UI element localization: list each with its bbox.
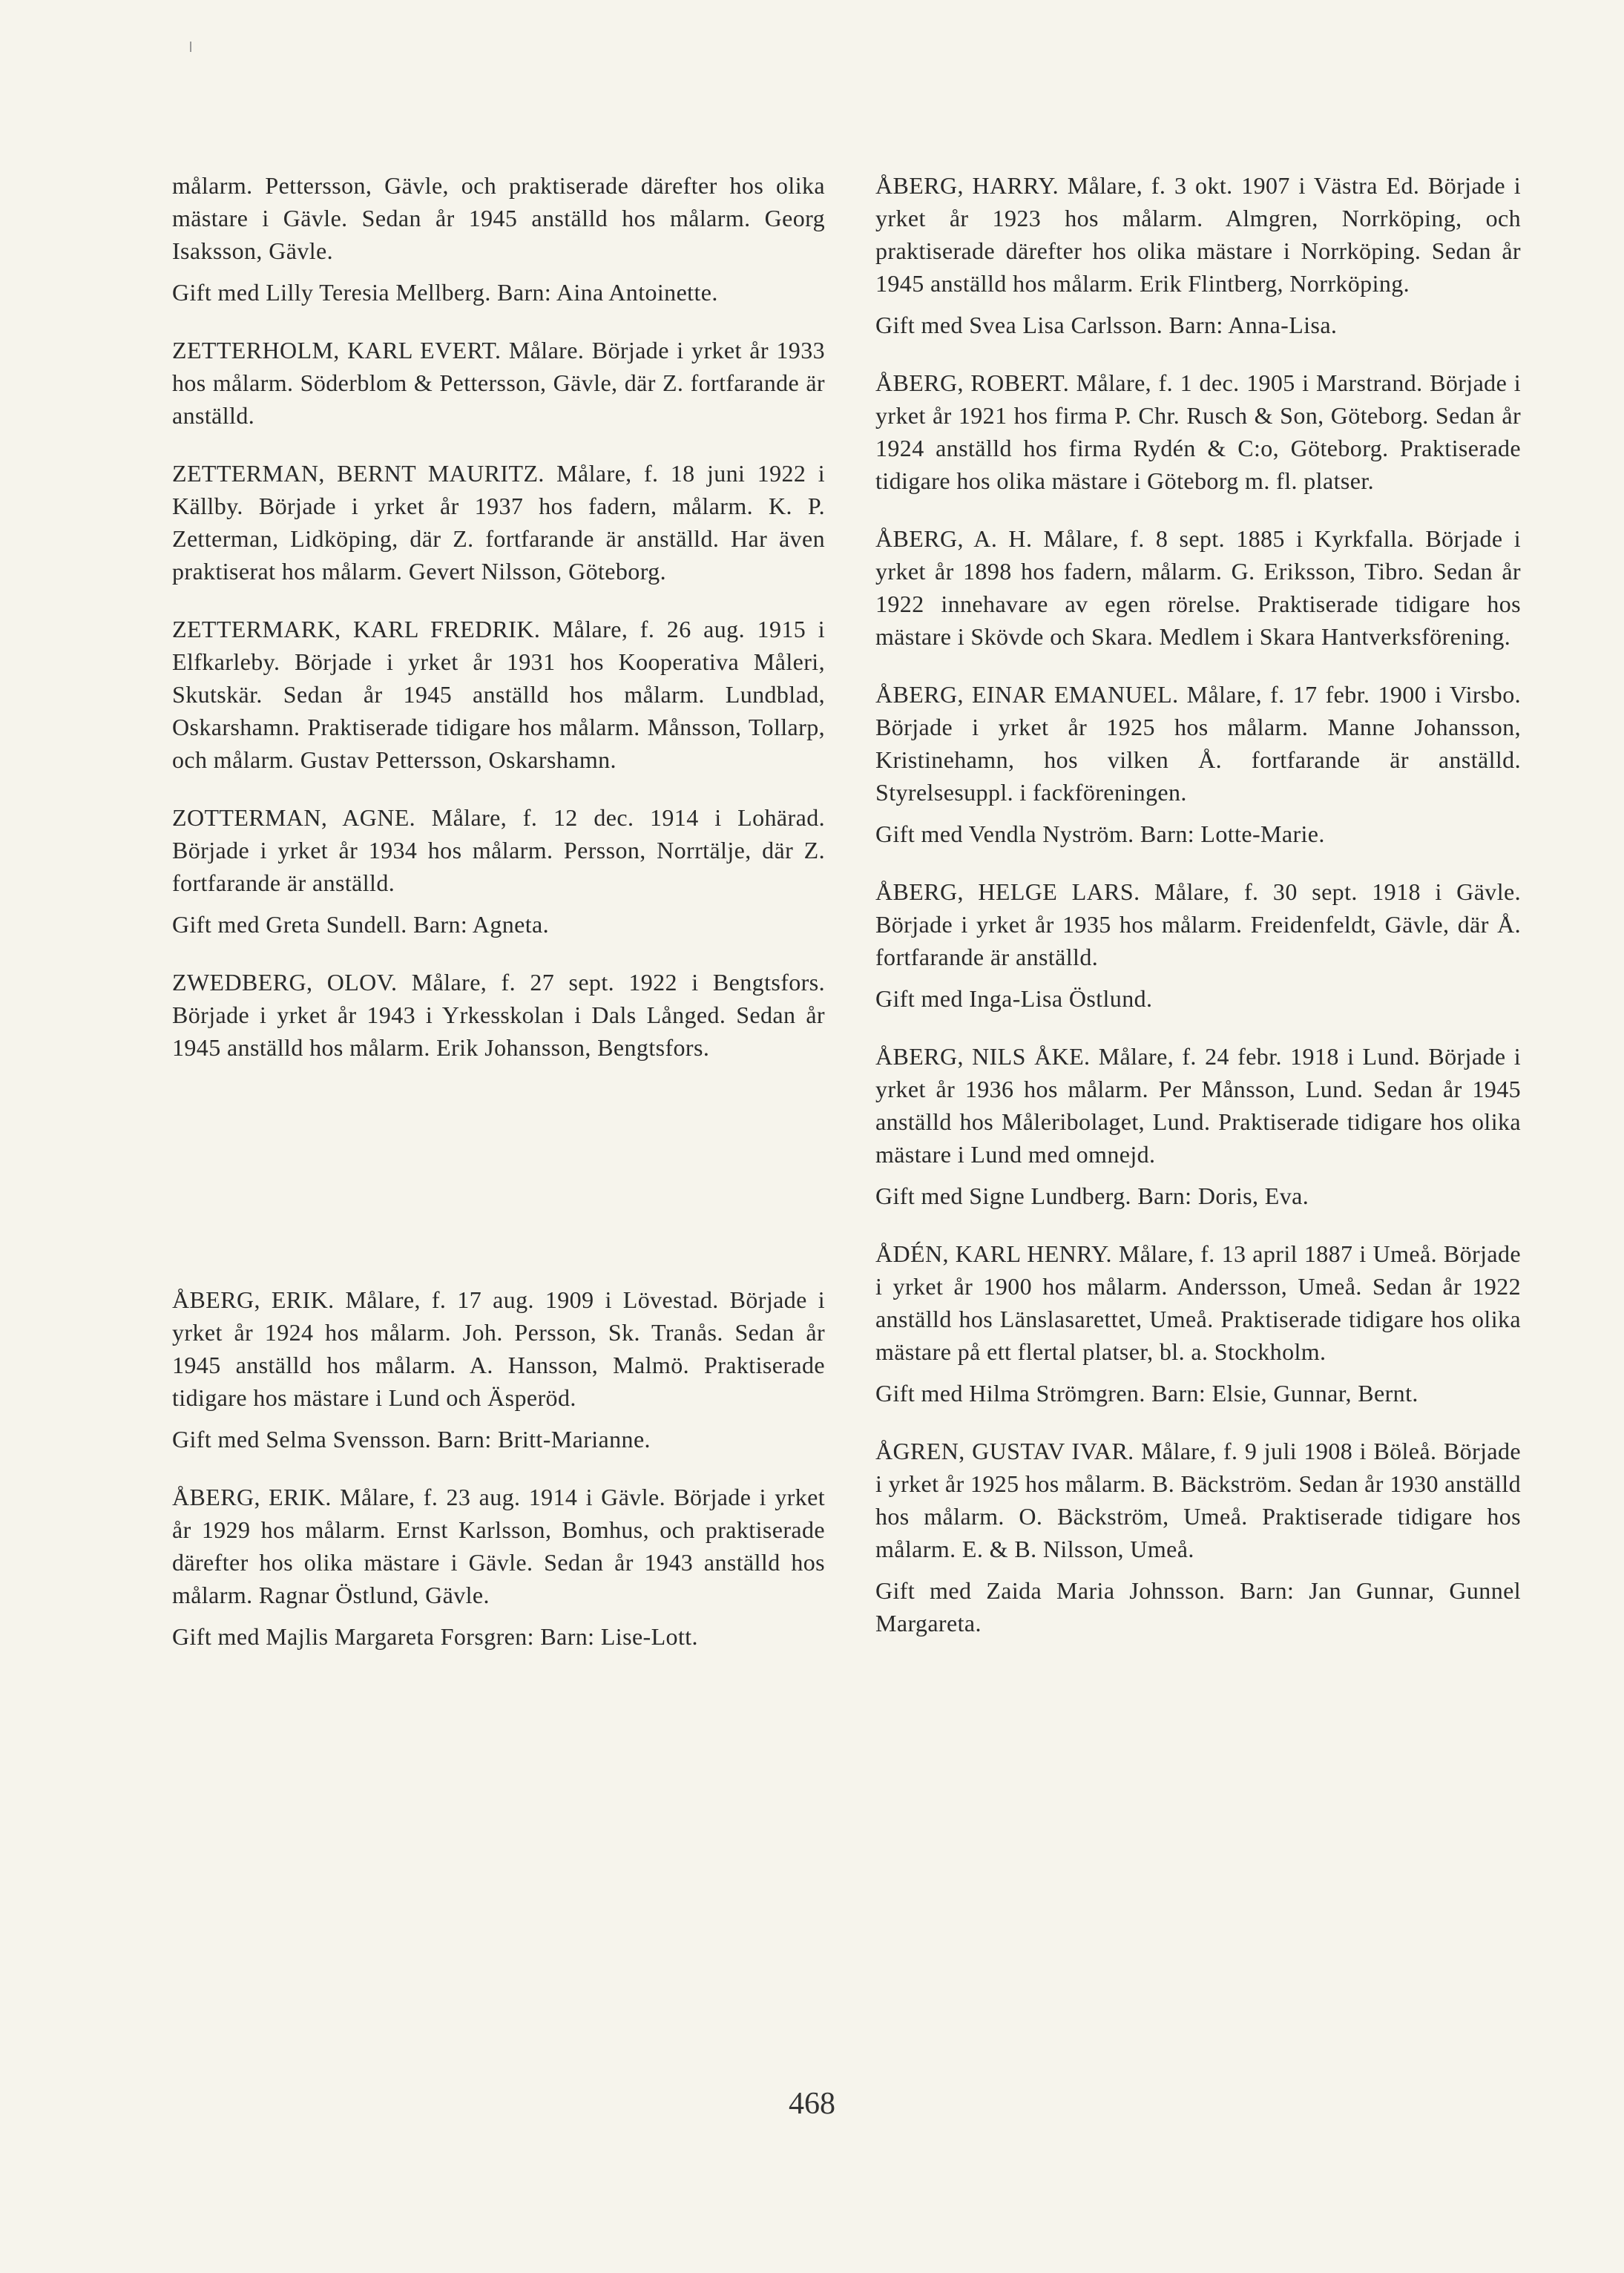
entry-family: Gift med Signe Lundberg. Barn: Doris, Eva. xyxy=(875,1182,1309,1209)
biography-entry xyxy=(172,334,825,432)
entry-text: ZETTERMAN, BERNT MAURITZ. Målare, f. 18 juni 1922 i Källby. Började i yrket år 1937 hos fadern, målarm. K. P. Zetterman, Lidköping, där Z. fortfarande är anställd. Har även praktiserat hos målarm. Gevert Nilsson, Göteborg. xyxy=(172,460,825,585)
biography-entry xyxy=(172,801,825,941)
entry-text: ÅBERG, HARRY. Målare, f. 3 okt. 1907 i Västra Ed. Började i yrket år 1923 hos målarm. Almgren, Norrköping, och praktiserade därefter hos olika mästare i Norrköping. Sedan år 1945 anställd hos målarm. Erik Flintberg, Norrköping. xyxy=(875,172,1521,297)
entry-family: Gift med Lilly Teresia Mellberg. Barn: Aina Antoinette. xyxy=(172,279,718,306)
biography-entry xyxy=(875,1040,1521,1212)
left-entries-bottom xyxy=(172,1283,825,1653)
left-column xyxy=(172,169,825,1678)
entry-text: ÅGREN, GUSTAV IVAR. Målare, f. 9 juli 1908 i Böleå. Började i yrket år 1925 hos målarm. B. Bäckström. Sedan år 1930 anställd hos målarm. O. Bäckström, Umeå. Praktiserade tidigare hos målarm. E. & B. Nilsson, Umeå. xyxy=(875,1438,1521,1562)
entry-text: ÅBERG, NILS ÅKE. Målare, f. 24 febr. 1918 i Lund. Började i yrket år 1936 hos målarm. Per Månsson, Lund. Sedan år 1945 anställd hos Måleribolaget, Lund. Praktiserade tidigare hos olika mästare i Lund med omnejd. xyxy=(875,1043,1521,1168)
entry-family: Gift med Greta Sundell. Barn: Agneta. xyxy=(172,911,550,938)
biography-entry xyxy=(172,1481,825,1653)
entry-text: ÅBERG, EINAR EMANUEL. Målare, f. 17 febr. 1900 i Virsbo. Började i yrket år 1925 hos målarm. Manne Johansson, Kristinehamn, hos vilken Å. fortfarande är anställd. Styrelsesuppl. i fackföreningen. xyxy=(875,681,1521,806)
entry-text: ZOTTERMAN, AGNE. Målare, f. 12 dec. 1914 i Lohärad. Började i yrket år 1934 hos målarm. Persson, Norrtälje, där Z. fortfarande är anställd. xyxy=(172,804,825,896)
biography-entry xyxy=(875,1435,1521,1639)
entry-family: Gift med Inga-Lisa Östlund. xyxy=(875,985,1153,1012)
page-number: 468 xyxy=(789,2087,835,2121)
entry-text: ÅBERG, A. H. Målare, f. 8 sept. 1885 i Kyrkfalla. Började i yrket år 1898 hos fadern, målarm. G. Eriksson, Tibro. Sedan år 1922 innehavare av egen rörelse. Praktiserade tidigare hos mästare i Skövde och Skara. Medlem i Skara Hantverksförening. xyxy=(875,525,1521,650)
entry-family: Gift med Hilma Strömgren. Barn: Elsie, Gunnar, Bernt. xyxy=(875,1380,1418,1407)
entry-text: ÅBERG, ERIK. Målare, f. 17 aug. 1909 i Lövestad. Började i yrket år 1924 hos målarm. Joh. Persson, Sk. Tranås. Sedan år 1945 anställd hos målarm. A. Hansson, Malmö. Praktiserade tidigare hos mästare i Lund och Äsperöd. xyxy=(172,1286,825,1411)
entry-text: ZETTERMARK, KARL FREDRIK. Målare, f. 26 aug. 1915 i Elfkarleby. Började i yrket år 1931 hos Kooperativa Måleri, Skutskär. Sedan år 1945 anställd hos målarm. Lundblad, Oskarshamn. Praktiserade tidigare hos målarm. Månsson, Tollarp, och målarm. Gustav Pettersson, Oskarshamn. xyxy=(172,616,825,773)
biography-entry xyxy=(172,169,825,309)
entry-text: ZWEDBERG, OLOV. Målare, f. 27 sept. 1922 i Bengtsfors. Började i yrket år 1943 i Yrkesskolan i Dals Långed. Sedan år 1945 anställd hos målarm. Erik Johansson, Bengtsfors. xyxy=(172,969,825,1061)
biography-entry xyxy=(875,522,1521,653)
left-entries-top xyxy=(172,169,825,1064)
biography-entry xyxy=(875,678,1521,850)
entry-text: ÅBERG, ROBERT. Målare, f. 1 dec. 1905 i Marstrand. Började i yrket år 1921 hos firma P. Chr. Rusch & Son, Göteborg. Sedan år 1924 anställd hos firma Rydén & C:o, Göteborg. Praktiserade tidigare hos olika mästare i Göteborg m. fl. platser. xyxy=(875,369,1521,494)
entry-text: ZETTERHOLM, KARL EVERT. Målare. Började i yrket år 1933 hos målarm. Söderblom & Pettersson, Gävle, där Z. fortfarande är anställd. xyxy=(172,337,825,429)
entry-family: Gift med Majlis Margareta Forsgren: Barn: Lise-Lott. xyxy=(172,1623,698,1650)
entry-text: ÅBERG, ERIK. Målare, f. 23 aug. 1914 i Gävle. Började i yrket år 1929 hos målarm. Ernst Karlsson, Bomhus, och praktiserade därefter hos olika mästare i Gävle. Sedan år 1943 anställd hos målarm. Ragnar Östlund, Gävle. xyxy=(172,1484,825,1608)
scan-mark xyxy=(190,42,191,52)
biography-entry xyxy=(172,457,825,588)
right-column xyxy=(875,169,1521,1665)
entry-family: Gift med Vendla Nyström. Barn: Lotte-Marie. xyxy=(875,820,1325,847)
biography-entry xyxy=(875,169,1521,341)
biography-entry xyxy=(875,366,1521,497)
entry-text: ÅBERG, HELGE LARS. Målare, f. 30 sept. 1918 i Gävle. Började i yrket år 1935 hos målarm. Freidenfeldt, Gävle, där Å. fortfarande är anställd. xyxy=(875,878,1521,970)
entry-family: Gift med Selma Svensson. Barn: Britt-Marianne. xyxy=(172,1426,651,1453)
entry-family: Gift med Svea Lisa Carlsson. Barn: Anna-Lisa. xyxy=(875,312,1338,338)
biography-entry xyxy=(172,613,825,776)
entry-text: målarm. Pettersson, Gävle, och praktiserade därefter hos olika mästare i Gävle. Sedan år 1945 anställd hos målarm. Georg Isaksson, Gävle. xyxy=(172,172,825,264)
biography-entry xyxy=(172,966,825,1064)
biography-entry xyxy=(172,1283,825,1455)
biography-entry xyxy=(875,1237,1521,1409)
biography-entry xyxy=(875,875,1521,1015)
entry-text: ÅDÉN, KARL HENRY. Målare, f. 13 april 1887 i Umeå. Började i yrket år 1900 hos målarm. Andersson, Umeå. Sedan år 1922 anställd hos Länslasarettet, Umeå. Praktiserade tidigare hos olika mästare på ett flertal platser, bl. a. Stockholm. xyxy=(875,1240,1521,1365)
entry-family: Gift med Zaida Maria Johnsson. Barn: Jan Gunnar, Gunnel Margareta. xyxy=(875,1577,1521,1637)
right-entries xyxy=(875,169,1521,1639)
